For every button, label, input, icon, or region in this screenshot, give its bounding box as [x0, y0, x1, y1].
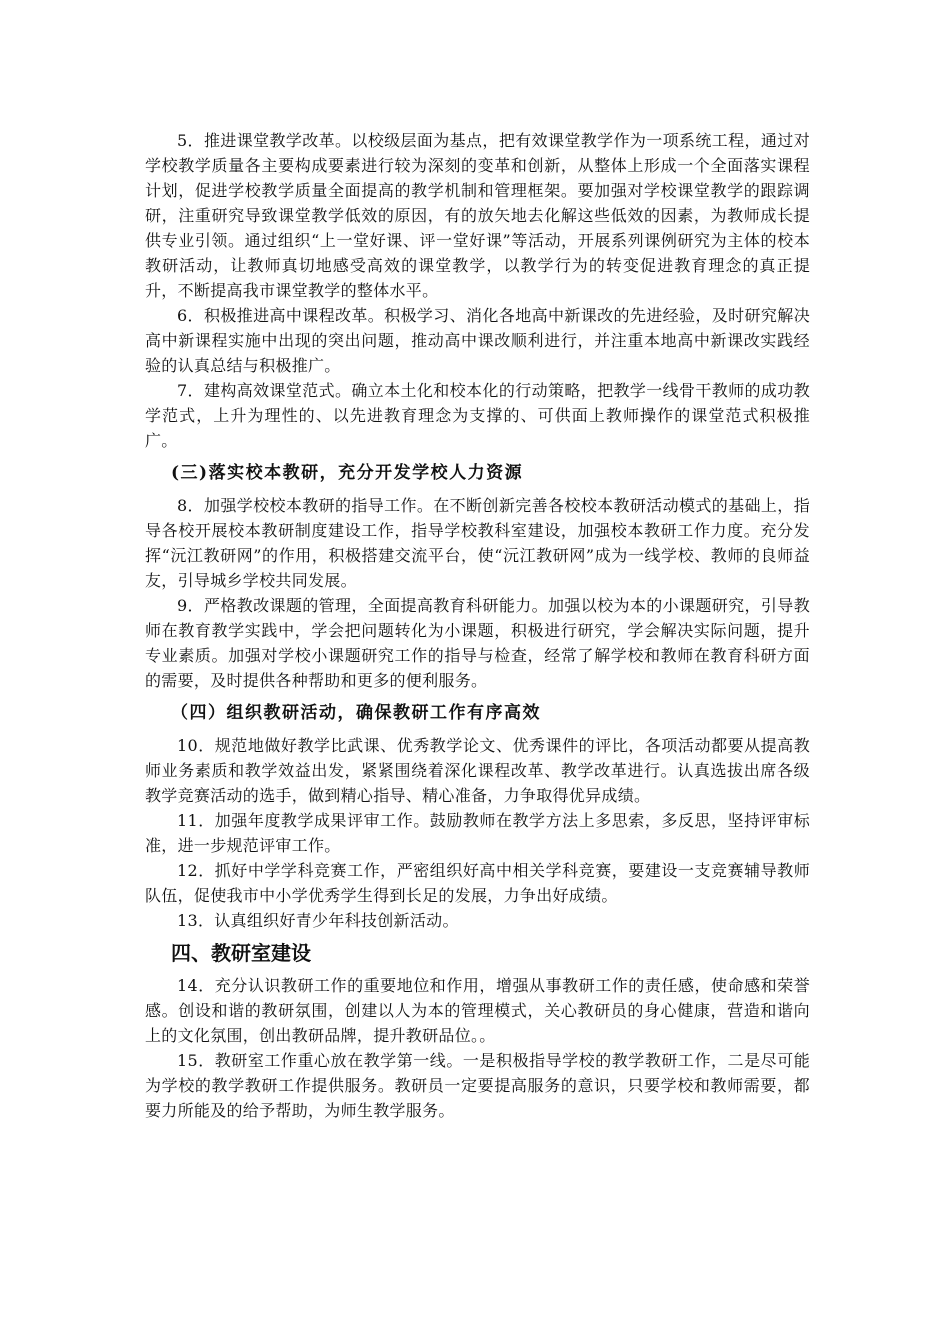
paragraph-11: 11．加强年度教学成果评审工作。鼓励教师在教学方法上多思索，多反思，坚持评审标准，进一步规范评审工作。 [145, 811, 810, 855]
paragraph-8: 8．加强学校校本教研的指导工作。在不断创新完善各校校本教研活动模式的基础上，指导各校开展校本教研制度建设工作，指导学校教科室建设，加强校本教研工作力度。充分发挥“沅江教研网”的作用，积极搭建交流平台，使“沅江教研网”成为一线学校、教师的良师益友，引导城乡学校共同发展。 [145, 496, 810, 590]
paragraph-7: 7．建构高效课堂范式。确立本土化和校本化的行动策略，把教学一线骨干教师的成功教学范式，上升为理性的、以先进教育理念为支撑的、可供面上教师操作的课堂范式积极推广。 [145, 381, 810, 450]
section-heading-4: （四）组织教研活动，确保教研工作有序高效 [171, 703, 541, 723]
document-body [145, 128, 810, 1123]
paragraph-5: 5．推进课堂教学改革。以校级层面为基点，把有效课堂教学作为一项系统工程，通过对学校教学质量各主要构成要素进行较为深刻的变革和创新，从整体上形成一个全面落实课程计划，促进学校教学质量全面提高的教学机制和管理框架。要加强对学校课堂教学的跟踪调研，注重研究导致课堂教学低效的原因，有的放矢地去化解这些低效的因素，为教师成长提供专业引领。通过组织“上一堂好课、评一堂好课”等活动，开展系列课例研究为主体的校本教研活动，让教师真切地感受高效的课堂教学，以教学行为的转变促进教育理念的真正提升，不断提高我市课堂教学的整体水平。 [145, 131, 810, 300]
paragraph-15: 15．教研室工作重心放在教学第一线。一是积极指导学校的教学教研工作，二是尽可能为学校的教学教研工作提供服务。教研员一定要提高服务的意识，只要学校和教师需要，都要力所能及的给予帮助，为师生教学服务。 [145, 1051, 810, 1120]
paragraph-9: 9．严格教改课题的管理，全面提高教育科研能力。加强以校为本的小课题研究，引导教师在教育教学实践中，学会把问题转化为小课题，积极进行研究，学会解决实际问题，提升专业素质。加强对学校小课题研究工作的指导与检查，经常了解学校和教师在教育科研方面的需要，及时提供各种帮助和更多的便利服务。 [145, 596, 810, 690]
paragraph-12: 12．抓好中学学科竞赛工作，严密组织好高中相关学科竞赛，要建设一支竞赛辅导教师队伍，促使我市中小学优秀学生得到长足的发展，力争出好成绩。 [145, 861, 810, 905]
paragraph-13: 13．认真组织好青少年科技创新活动。 [177, 911, 459, 930]
paragraph-14: 14．充分认识教研工作的重要地位和作用，增强从事教研工作的责任感，使命感和荣誉感。创设和谐的教研氛围，创建以人为本的管理模式，关心教研员的身心健康，营造和谐向上的文化氛围，创出教研品牌，提升教研品位。。 [145, 976, 810, 1045]
main-heading-4: 四、教研室建设 [171, 941, 311, 965]
section-heading-3: (三)落实校本教研，充分开发学校人力资源 [171, 463, 524, 483]
paragraph-10: 10．规范地做好教学比武课、优秀教学论文、优秀课件的评比，各项活动都要从提高教师业务素质和教学效益出发，紧紧围绕着深化课程改革、教学改革进行。认真选拔出席各级教学竞赛活动的选手，做到精心指导、精心准备，力争取得优异成绩。 [145, 736, 810, 805]
paragraph-6: 6．积极推进高中课程改革。积极学习、消化各地高中新课改的先进经验，及时研究解决高中新课程实施中出现的突出问题，推动高中课改顺利进行，并注重本地高中新课改实践经验的认真总结与积极推广。 [145, 306, 810, 375]
